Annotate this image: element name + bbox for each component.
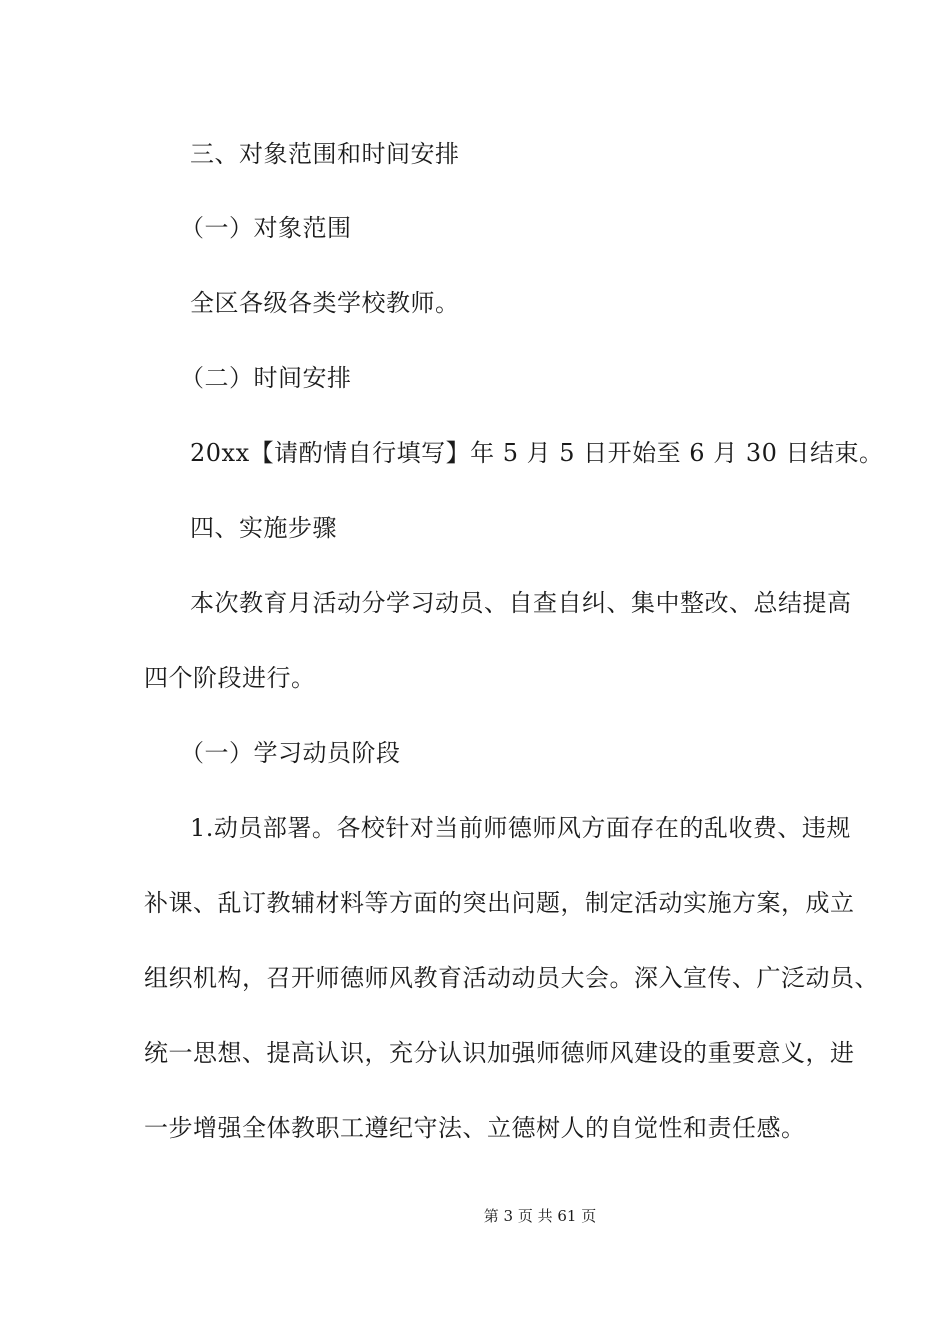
paragraph-line: 四个阶段进行。 [144, 664, 316, 692]
section-heading: 四、实施步骤 [190, 514, 337, 542]
paragraph-line: 一步增强全体教职工遵纪守法、立德树人的自觉性和责任感。 [144, 1114, 806, 1142]
paragraph-line: 统一思想、提高认识，充分认识加强师德师风建设的重要意义，进 [144, 1039, 855, 1067]
subsection-heading: （二）时间安排 [180, 364, 352, 392]
paragraph-line: 1.动员部署。各校针对当前师德师风方面存在的乱收费、违规 [190, 814, 851, 842]
subsection-heading: （一）对象范围 [180, 214, 352, 242]
section-heading: 三、对象范围和时间安排 [190, 140, 460, 168]
paragraph-line: 20xx【请酌情自行填写】年 5 月 5 日开始至 6 月 30 日结束。 [190, 439, 884, 467]
page-number-footer: 第 3 页 共 61 页 [483, 1207, 597, 1225]
paragraph-line: 全区各级各类学校教师。 [190, 289, 460, 317]
paragraph-line: 本次教育月活动分学习动员、自查自纠、集中整改、总结提高 [190, 589, 852, 617]
subsection-heading: （一）学习动员阶段 [180, 739, 401, 767]
paragraph-line: 补课、乱订教辅材料等方面的突出问题，制定活动实施方案，成立 [144, 889, 855, 917]
paragraph-line: 组织机构，召开师德师风教育活动动员大会。深入宣传、广泛动员、 [144, 964, 879, 992]
